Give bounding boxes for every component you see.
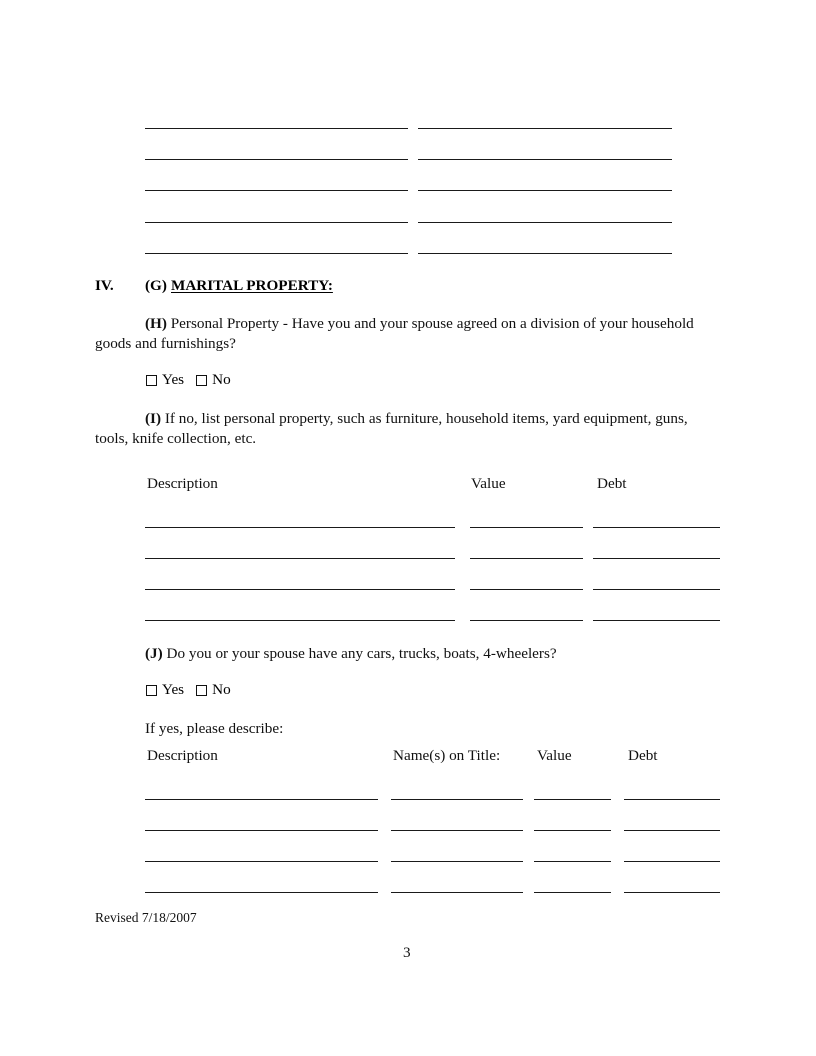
item-i-row3-description[interactable] — [145, 589, 455, 590]
item-i-row2-debt[interactable] — [593, 558, 720, 559]
item-j-checkbox-row — [146, 681, 231, 699]
checkbox-no-label: No — [212, 681, 231, 698]
item-i-row2-description[interactable] — [145, 558, 455, 559]
item-i-row3-value[interactable] — [470, 589, 583, 590]
item-j-row2-value[interactable] — [534, 830, 611, 831]
item-i-letter: (I) — [145, 410, 162, 427]
item-j-paragraph — [145, 644, 725, 664]
checkbox-yes-label: Yes — [162, 681, 185, 698]
item-i-header-debt: Debt — [597, 475, 627, 492]
revision-note: Revised 7/18/2007 — [95, 910, 197, 925]
section-numeral: IV. — [95, 277, 114, 294]
item-j-row4-debt[interactable] — [624, 892, 720, 893]
checkbox-no-label: No — [212, 371, 231, 388]
item-i-row2-value[interactable] — [470, 558, 583, 559]
blank-line-right-2[interactable] — [418, 159, 672, 160]
item-i-row1-debt[interactable] — [593, 527, 720, 528]
item-j-describe-prompt: If yes, please describe: — [145, 720, 284, 737]
item-h-checkbox-row — [146, 371, 231, 389]
item-j-row3-names[interactable] — [391, 861, 523, 862]
checkbox-yes-label: Yes — [162, 371, 185, 388]
item-j-row3-value[interactable] — [534, 861, 611, 862]
item-j-row4-names[interactable] — [391, 892, 523, 893]
checkbox-yes-icon[interactable] — [146, 375, 157, 386]
item-j-row4-description[interactable] — [145, 892, 378, 893]
item-h-letter: (H) — [145, 315, 167, 332]
checkbox-no-icon[interactable] — [196, 375, 207, 386]
page-number: 3 — [403, 944, 411, 961]
item-i-header-value: Value — [471, 475, 506, 492]
section-heading — [0, 277, 816, 299]
blank-line-left-2[interactable] — [145, 159, 408, 160]
blank-line-left-3[interactable] — [145, 190, 408, 191]
item-j-text: Do you or your spouse have any cars, trucks, boats, 4-wheelers? — [166, 645, 557, 662]
section-title: MARITAL PROPERTY: — [171, 277, 333, 294]
blank-line-right-4[interactable] — [418, 222, 672, 223]
item-i-paragraph — [95, 409, 723, 448]
item-j-header-value: Value — [537, 747, 572, 764]
blank-line-right-3[interactable] — [418, 190, 672, 191]
item-j-row1-description[interactable] — [145, 799, 378, 800]
item-j-row3-description[interactable] — [145, 861, 378, 862]
item-h-paragraph — [95, 314, 723, 353]
item-i-row1-description[interactable] — [145, 527, 455, 528]
item-i-row4-description[interactable] — [145, 620, 455, 621]
blank-line-left-1[interactable] — [145, 128, 408, 129]
item-j-row2-names[interactable] — [391, 830, 523, 831]
item-j-header-description: Description — [147, 747, 218, 764]
item-j-row3-debt[interactable] — [624, 861, 720, 862]
item-i-header-description: Description — [147, 475, 218, 492]
blank-line-left-5[interactable] — [145, 253, 408, 254]
blank-line-left-4[interactable] — [145, 222, 408, 223]
item-j-header-debt: Debt — [628, 747, 658, 764]
section-letter: (G) — [145, 277, 167, 294]
item-j-row1-names[interactable] — [391, 799, 523, 800]
item-i-row3-debt[interactable] — [593, 589, 720, 590]
item-i-row4-value[interactable] — [470, 620, 583, 621]
item-j-letter: (J) — [145, 645, 163, 662]
item-j-row2-debt[interactable] — [624, 830, 720, 831]
blank-line-right-1[interactable] — [418, 128, 672, 129]
checkbox-no-icon[interactable] — [196, 685, 207, 696]
item-h-text: Personal Property - Have you and your spouse agreed on a division of your household goods and furnishings? — [95, 315, 694, 352]
item-j-row4-value[interactable] — [534, 892, 611, 893]
item-j-row1-value[interactable] — [534, 799, 611, 800]
item-i-row1-value[interactable] — [470, 527, 583, 528]
item-j-row2-description[interactable] — [145, 830, 378, 831]
blank-line-right-5[interactable] — [418, 253, 672, 254]
item-j-row1-debt[interactable] — [624, 799, 720, 800]
item-i-text: If no, list personal property, such as furniture, household items, yard equipment, guns, tools, knife collection, etc. — [95, 410, 688, 447]
item-i-row4-debt[interactable] — [593, 620, 720, 621]
checkbox-yes-icon[interactable] — [146, 685, 157, 696]
item-j-header-names-on-title: Name(s) on Title: — [393, 747, 501, 764]
